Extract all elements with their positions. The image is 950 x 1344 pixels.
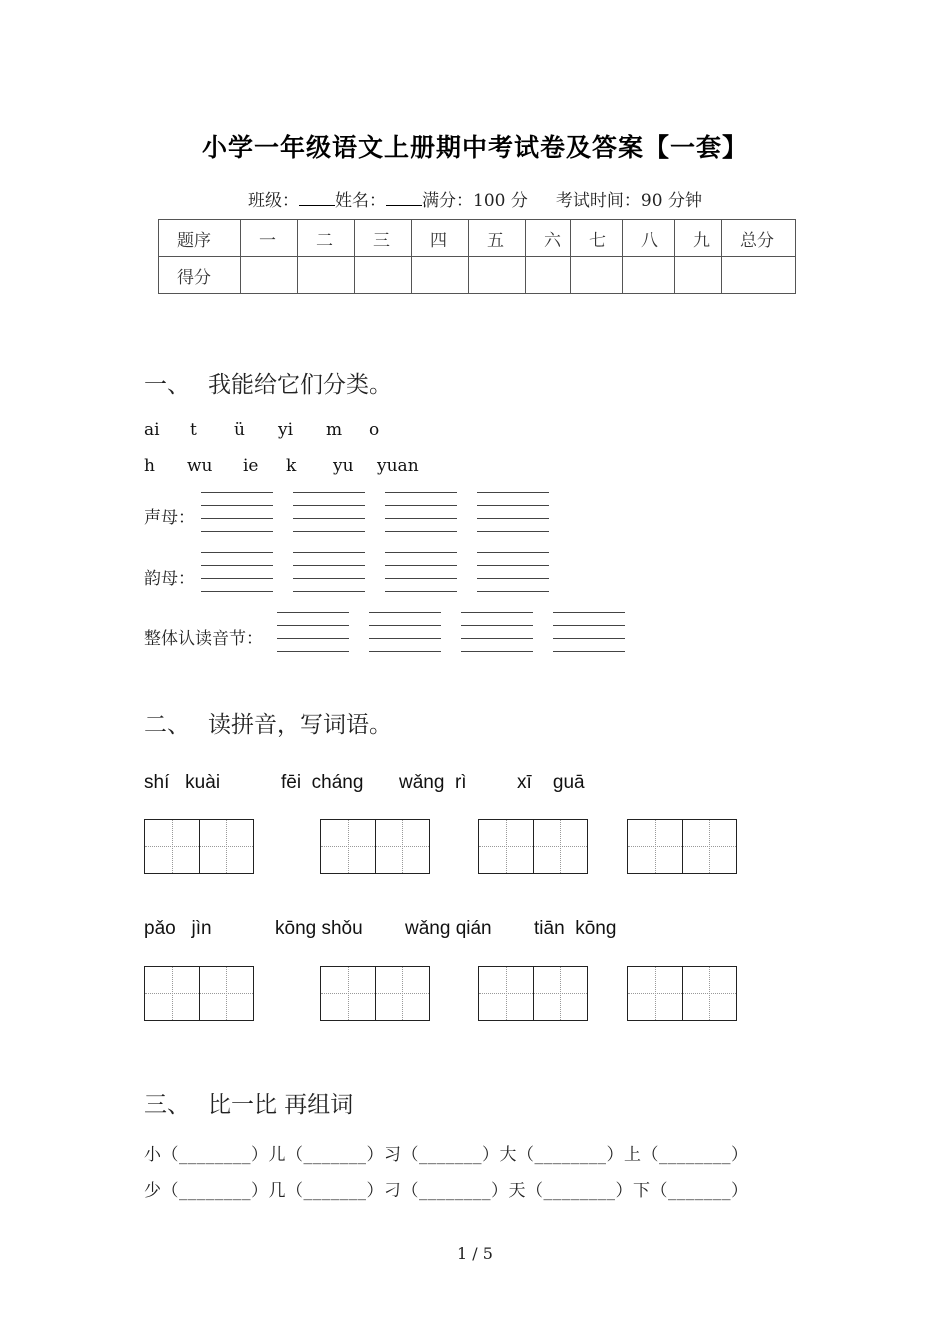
writing-line[interactable]	[477, 518, 549, 519]
tianzige-box[interactable]	[320, 966, 430, 1021]
compare-line[interactable]: 小（________）儿（_______）习（_______）大（________）上（________）	[144, 1145, 749, 1165]
score-cell[interactable]	[675, 257, 722, 294]
pinyin-item: k	[286, 456, 297, 476]
score-cell[interactable]	[571, 257, 623, 294]
writing-line[interactable]	[477, 565, 549, 566]
pinyin-word: pǎo jìn	[144, 918, 212, 939]
score-cell[interactable]	[355, 257, 412, 294]
writing-line[interactable]	[461, 625, 533, 626]
writing-line[interactable]	[369, 625, 441, 626]
writing-line[interactable]	[293, 565, 365, 566]
writing-line[interactable]	[293, 518, 365, 519]
writing-line[interactable]	[293, 505, 365, 506]
score-cell[interactable]	[412, 257, 469, 294]
tianzige-box[interactable]	[320, 819, 430, 874]
pinyin-word: xī guā	[517, 772, 585, 793]
writing-line[interactable]	[369, 651, 441, 652]
writing-line[interactable]	[277, 612, 349, 613]
section-title: 读拼音，写词语。	[208, 712, 392, 738]
section-2-heading	[144, 706, 392, 739]
writing-line[interactable]	[477, 591, 549, 592]
writing-line[interactable]	[385, 552, 457, 553]
tianzige-box[interactable]	[478, 819, 588, 874]
table-header-cell: 六	[526, 220, 571, 257]
tianzige-box[interactable]	[627, 966, 737, 1021]
table-header-cell: 二	[298, 220, 355, 257]
writing-line[interactable]	[201, 505, 273, 506]
pinyin-item: t	[190, 420, 197, 440]
writing-line[interactable]	[385, 518, 457, 519]
pinyin-word: fēi cháng	[281, 772, 364, 793]
writing-line[interactable]	[477, 552, 549, 553]
tianzige-box[interactable]	[144, 819, 254, 874]
table-header-cell: 八	[623, 220, 675, 257]
writing-line[interactable]	[461, 638, 533, 639]
full-score: 满分：100 分	[422, 191, 528, 211]
table-header-cell: 五	[469, 220, 526, 257]
pinyin-item: ai	[144, 420, 160, 440]
writing-line[interactable]	[385, 505, 457, 506]
writing-line[interactable]	[385, 565, 457, 566]
pinyin-item: ü	[234, 420, 245, 440]
writing-line[interactable]	[385, 531, 457, 532]
writing-line[interactable]	[293, 552, 365, 553]
shengmu-label: 声母：	[144, 508, 195, 528]
writing-line[interactable]	[201, 565, 273, 566]
pinyin-item: h	[144, 456, 155, 476]
writing-line[interactable]	[553, 625, 625, 626]
zhengti-label: 整体认读音节：	[144, 629, 263, 649]
yunmu-label: 韵母：	[144, 569, 195, 589]
pinyin-word: kōng shǒu	[275, 918, 363, 939]
writing-line[interactable]	[477, 492, 549, 493]
writing-line[interactable]	[385, 591, 457, 592]
section-1-heading	[144, 366, 392, 399]
score-table	[158, 219, 796, 294]
compare-line[interactable]: 少（________）几（_______）刁（________）天（________）下（_______）	[144, 1181, 749, 1201]
score-cell[interactable]	[623, 257, 675, 294]
score-table-header-row	[159, 220, 796, 257]
writing-line[interactable]	[201, 492, 273, 493]
writing-line[interactable]	[293, 492, 365, 493]
writing-line[interactable]	[477, 505, 549, 506]
name-label: 姓名：	[335, 191, 387, 211]
class-label: 班级：	[248, 191, 300, 211]
tianzige-box[interactable]	[627, 819, 737, 874]
exam-info	[0, 186, 950, 211]
table-header-cell: 四	[412, 220, 469, 257]
writing-line[interactable]	[385, 492, 457, 493]
writing-line[interactable]	[461, 612, 533, 613]
writing-line[interactable]	[461, 651, 533, 652]
table-header-cell: 一	[241, 220, 298, 257]
writing-line[interactable]	[293, 591, 365, 592]
pinyin-item: yu	[333, 456, 354, 476]
table-header-cell: 三	[355, 220, 412, 257]
section-number: 二、	[144, 712, 190, 738]
pinyin-item: wu	[187, 456, 213, 476]
score-cell[interactable]	[298, 257, 355, 294]
score-cell[interactable]	[526, 257, 571, 294]
table-header-cell: 九	[675, 220, 722, 257]
pinyin-word: tiān kōng	[534, 918, 617, 939]
table-header-cell: 题序	[159, 220, 241, 257]
table-header-cell: 七	[571, 220, 623, 257]
score-table-score-row	[159, 257, 796, 294]
tianzige-box[interactable]	[478, 966, 588, 1021]
name-blank[interactable]	[386, 191, 422, 206]
writing-line[interactable]	[553, 638, 625, 639]
table-row-label: 得分	[159, 257, 241, 294]
writing-line[interactable]	[277, 638, 349, 639]
pinyin-word: wǎng rì	[399, 772, 467, 793]
section-number: 一、	[144, 372, 190, 398]
page-number: 1 / 5	[457, 1244, 493, 1263]
score-cell[interactable]	[722, 257, 796, 294]
class-blank[interactable]	[299, 191, 335, 206]
table-header-cell: 总分	[722, 220, 796, 257]
writing-line[interactable]	[293, 578, 365, 579]
writing-line[interactable]	[201, 578, 273, 579]
writing-line[interactable]	[369, 638, 441, 639]
pinyin-item: yi	[278, 420, 294, 440]
section-number: 三、	[144, 1092, 190, 1118]
writing-line[interactable]	[553, 612, 625, 613]
writing-line[interactable]	[477, 531, 549, 532]
score-cell[interactable]	[241, 257, 298, 294]
writing-line[interactable]	[201, 531, 273, 532]
pinyin-item: ie	[243, 456, 259, 476]
exam-time: 考试时间：90 分钟	[555, 191, 702, 211]
tianzige-box[interactable]	[144, 966, 254, 1021]
page-title: 小学一年级语文上册期中考试卷及答案【一套】	[201, 133, 748, 162]
section-title: 我能给它们分类。	[208, 372, 392, 398]
writing-line[interactable]	[369, 612, 441, 613]
writing-line[interactable]	[385, 578, 457, 579]
score-cell[interactable]	[469, 257, 526, 294]
pinyin-word: wǎng qián	[405, 918, 492, 939]
writing-line[interactable]	[277, 651, 349, 652]
writing-line[interactable]	[477, 578, 549, 579]
section-3-heading	[144, 1086, 353, 1119]
pinyin-item: yuan	[377, 456, 419, 476]
pinyin-item: m	[326, 420, 343, 440]
writing-line[interactable]	[201, 591, 273, 592]
pinyin-item: o	[369, 420, 380, 440]
writing-line[interactable]	[553, 651, 625, 652]
writing-line[interactable]	[201, 518, 273, 519]
writing-line[interactable]	[277, 625, 349, 626]
writing-line[interactable]	[201, 552, 273, 553]
section-title: 比一比 再组词	[208, 1092, 354, 1118]
pinyin-word: shí kuài	[144, 772, 221, 793]
writing-line[interactable]	[293, 531, 365, 532]
